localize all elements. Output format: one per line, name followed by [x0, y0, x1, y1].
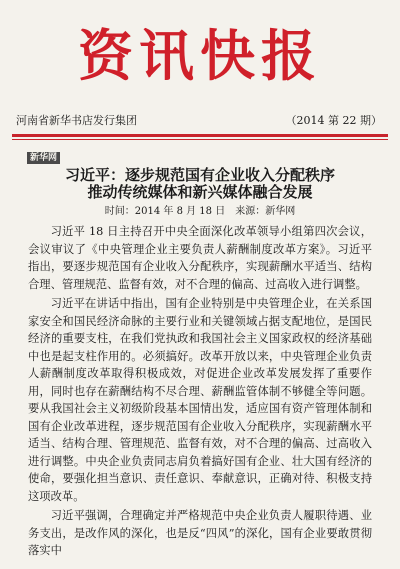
- header-rule: [12, 134, 388, 137]
- dateline: 时间：2014 年 8 月 18 日 来源：新华网: [104, 206, 296, 217]
- paragraph: 习近平在讲话中指出，国有企业特别是中央管理企业，在关系国家安全和国民经济命脉的主要行业和关键领域占据支配地位，是国民经济的重要支柱，在我们党执政和我国社会主义国家政权的经济基础中也是起支柱作用的。必须搞好。改革开放以来，中央管理企业负责人薪酬制度改革取得积极成效，对促进企业改革发展发挥了重要作用，同时也存在薪酬结构不尽合理、薪酬监管体制不够健全等问题。要从我国社会主义初级阶段基本国情出发，适应国有资产管理体制和国有企业改革进程，逐步规范国有企业收入分配秩序，实现薪酬水平适当、结构合理、管理规范、监督有效，对不合理的偏高、过高收入进行调整。中央企业负责同志肩负着搞好国有企业、壮大国有经济的使命，要强化担当意识、责任意识、奉献意识，正确对待、积极支持这项改革。: [28, 297, 372, 503]
- paragraph: 习近平强调，合理确定并严格规范中央企业负责人履职待遇、业务支出，是改作风的深化，也是反“四风”的深化，国有企业要敢贯彻落实中: [28, 509, 372, 557]
- issue-number: （2014 第 22 期）: [285, 114, 382, 127]
- header-rule-thin: [12, 139, 388, 140]
- masthead-title: 资讯快报: [77, 23, 322, 88]
- headline-line-2: 推动传统媒体和新兴媒体融合发展: [87, 183, 313, 201]
- paragraph: 习近平 18 日主持召开中央全面深化改革领导小组第四次会议，会议审议了《中央管理企业主要负责人薪酬制度改革方案》。习近平指出，要逐步规范国有企业收入分配秩序，实现薪酬水平适当、结构合理、管理规范、监督有效，对不合理的偏高、过高收入进行调整。: [28, 225, 372, 291]
- article-body: [28, 223, 372, 562]
- headline-line-1: 习近平：逐步规范国有企业收入分配秩序: [64, 166, 335, 184]
- source-tag: 新华网: [27, 152, 60, 164]
- publication-bar: [14, 110, 386, 132]
- publisher-name: 河南省新华书店发行集团: [16, 114, 137, 127]
